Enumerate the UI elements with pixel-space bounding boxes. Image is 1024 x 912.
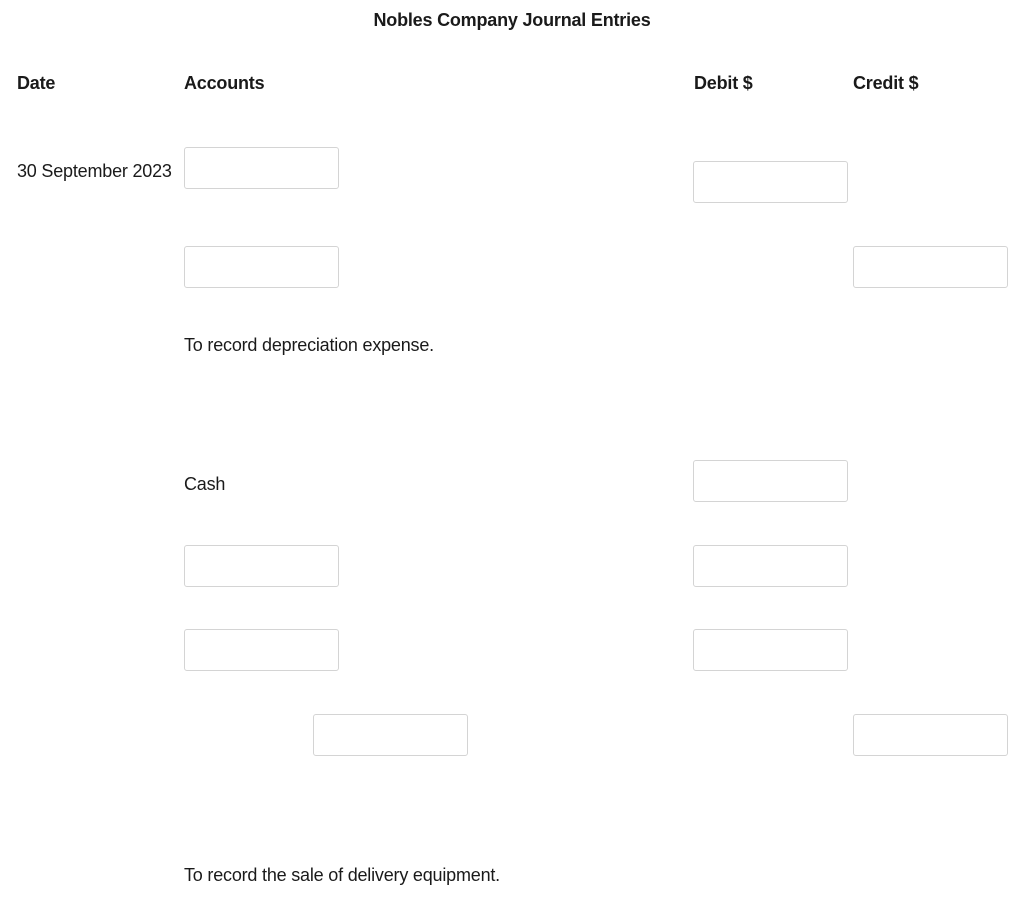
- entry2-credit-amount-input[interactable]: [853, 714, 1008, 756]
- entry2-cash-label: Cash: [184, 474, 226, 494]
- entry2-debit-amount-input-2[interactable]: [693, 545, 848, 587]
- accounts-column-header: Accounts: [184, 73, 265, 93]
- entry1-credit-amount-input[interactable]: [853, 246, 1008, 288]
- entry2-debit-account-input-2[interactable]: [184, 545, 339, 587]
- entry2-credit-account-input[interactable]: [313, 714, 468, 756]
- entry1-credit-account-input[interactable]: [184, 246, 339, 288]
- entry1-debit-amount-input[interactable]: [693, 161, 848, 203]
- entry2-debit-account-input-3[interactable]: [184, 629, 339, 671]
- page-title: Nobles Company Journal Entries: [373, 10, 651, 30]
- entry2-debit-amount-input-3[interactable]: [693, 629, 848, 671]
- entry2-cash-debit-amount-input[interactable]: [693, 460, 848, 502]
- date-column-header: Date: [17, 73, 56, 93]
- entry1-date: 30 September 2023: [17, 161, 172, 181]
- entry1-debit-account-input[interactable]: [184, 147, 339, 189]
- entry1-narration: To record depreciation expense.: [184, 335, 434, 355]
- debit-column-header: Debit $: [694, 73, 753, 93]
- entry2-narration: To record the sale of delivery equipment.: [184, 865, 500, 885]
- credit-column-header: Credit $: [853, 73, 919, 93]
